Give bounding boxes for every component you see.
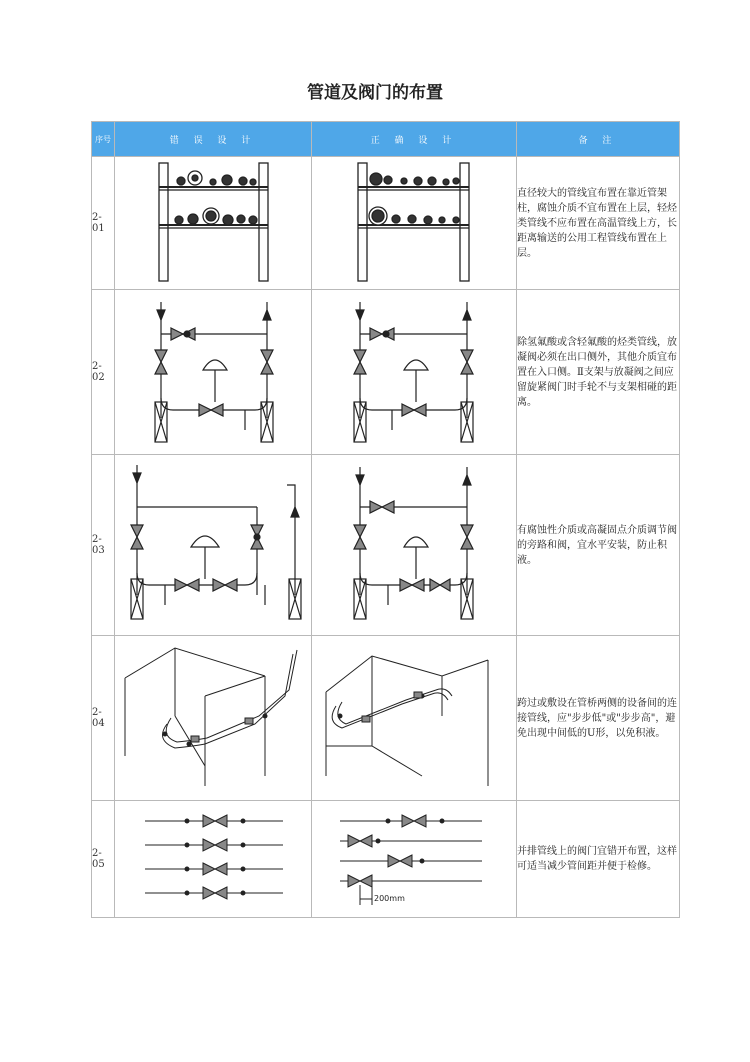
table-header-row: [92, 122, 680, 157]
page-title: 管道及阀门的布置: [307, 83, 443, 103]
header-note: 备 注: [517, 122, 680, 157]
right-figure-drain-valve: [312, 290, 517, 455]
table-row: [92, 157, 680, 290]
row-id: 2-02: [92, 290, 115, 455]
right-figure-parallel-valves: [312, 801, 517, 918]
note-text: 跨过或敷设在管桥两侧的设备间的连接管线，应"步步低"或"步步高"，避免出现中间低的U形，以免积液。: [517, 697, 677, 739]
wrong-figure-pipe-bridge: [115, 636, 312, 801]
right-figure-control-valve: [312, 455, 517, 636]
note-text: 直径较大的管线宜布置在靠近管架柱，腐蚀介质不宜布置在上层，轻烃类管线不应布置在高温管线上方，长距离输送的公用工程管线布置在上层。: [517, 187, 677, 259]
note-cell: [517, 801, 680, 918]
note-cell: [517, 636, 680, 801]
wrong-figure-parallel-valves: [115, 801, 312, 918]
header-wrong: 错 误 设 计: [115, 122, 312, 157]
right-figure-pipe-bridge: [312, 636, 517, 801]
wrong-figure-control-valve: [115, 455, 312, 636]
right-figure-pipe-rack: [312, 157, 517, 290]
note-cell: [517, 455, 680, 636]
dim-label: 200mm: [374, 894, 405, 903]
note-text: 除氢氟酸或含轻氟酸的烃类管线，放凝阀必须在出口侧外，其他介质宜布置在入口侧。Ⅱ支架与放凝阀之间应留旋紧阀门时手轮不与支架相碰的距离。: [517, 336, 677, 408]
table-row: [92, 801, 680, 918]
note-cell: [517, 290, 680, 455]
table-row: [92, 290, 680, 455]
row-id: 2-05: [92, 801, 115, 918]
row-id: 2-03: [92, 455, 115, 636]
note-text: 并排管线上的阀门宜错开布置，这样可适当减少管间距并便于检修。: [517, 846, 677, 872]
header-num: 序号: [92, 122, 115, 157]
wrong-figure-pipe-rack: [115, 157, 312, 290]
row-id: 2-04: [92, 636, 115, 801]
table-row: [92, 455, 680, 636]
note-text: 有腐蚀性介质或高凝固点介质调节阀的旁路和阀，宜水平安装，防止积液。: [517, 524, 677, 566]
header-right: 正 确 设 计: [312, 122, 517, 157]
design-table: [91, 121, 680, 918]
wrong-figure-drain-valve: [115, 290, 312, 455]
row-id: 2-01: [92, 157, 115, 290]
table-row: [92, 636, 680, 801]
note-cell: [517, 157, 680, 290]
